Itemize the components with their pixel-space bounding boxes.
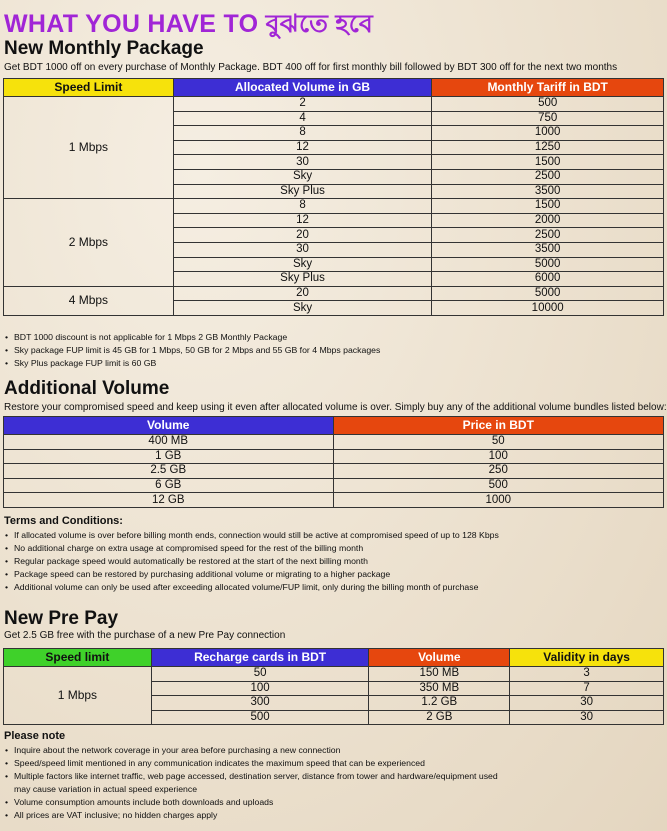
recharge-cell: 300 bbox=[151, 696, 369, 711]
recharge-cell: 50 bbox=[151, 667, 369, 682]
validity-cell: 30 bbox=[510, 710, 664, 725]
note-list bbox=[0, 744, 498, 822]
monthly-header-volume: Allocated Volume in GB bbox=[173, 79, 432, 97]
volume-cell: 2.5 GB bbox=[4, 464, 334, 479]
table-row bbox=[4, 464, 664, 479]
table-row bbox=[4, 199, 664, 214]
monthly-header-tariff: Monthly Tariff in BDT bbox=[432, 79, 664, 97]
list-item: • BDT 1000 discount is not applicable for 1 Mbps 2 GB Monthly Package bbox=[14, 331, 380, 344]
tariff-cell: 500 bbox=[432, 97, 664, 112]
recharge-cell: 100 bbox=[151, 681, 369, 696]
validity-cell: 3 bbox=[510, 667, 664, 682]
additional-title: Additional Volume bbox=[4, 378, 170, 399]
tariff-cell: 5000 bbox=[432, 257, 664, 272]
volume-cell: 1.2 GB bbox=[369, 696, 510, 711]
volume-cell: 1 GB bbox=[4, 449, 334, 464]
prepay-header-recharge: Recharge cards in BDT bbox=[151, 649, 369, 667]
volume-cell: Sky Plus bbox=[173, 272, 432, 287]
volume-cell: Sky bbox=[173, 301, 432, 316]
volume-cell: 12 GB bbox=[4, 493, 334, 508]
tariff-cell: 2500 bbox=[432, 228, 664, 243]
price-cell: 1000 bbox=[333, 493, 664, 508]
additional-table bbox=[3, 416, 664, 508]
list-item: • Multiple factors like internet traffic, web page accessed, destination server, distance from tower and hardware/equipment used bbox=[14, 770, 498, 783]
volume-cell: 20 bbox=[173, 286, 432, 301]
table-row bbox=[4, 478, 664, 493]
volume-cell: 8 bbox=[173, 126, 432, 141]
volume-cell: 150 MB bbox=[369, 667, 510, 682]
prepay-title: New Pre Pay bbox=[4, 608, 119, 629]
volume-cell: 20 bbox=[173, 228, 432, 243]
list-item: • Package speed can be restored by purchasing additional volume or migrating to a higher package bbox=[14, 568, 499, 581]
monthly-notes bbox=[0, 331, 380, 370]
price-cell: 500 bbox=[333, 478, 664, 493]
prepay-header-validity: Validity in days bbox=[510, 649, 664, 667]
list-item: • If allocated volume is over before billing month ends, connection would still be active at compromised speed of up to 128 Kbps bbox=[14, 529, 499, 542]
price-cell: 50 bbox=[333, 435, 664, 450]
monthly-header-speed: Speed Limit bbox=[4, 79, 174, 97]
tariff-cell: 1500 bbox=[432, 199, 664, 214]
prepay-header-volume: Volume bbox=[369, 649, 510, 667]
volume-cell: Sky bbox=[173, 257, 432, 272]
list-item: • Inquire about the network coverage in your area before purchasing a new connection bbox=[14, 744, 498, 757]
note-title: Please note bbox=[4, 730, 66, 742]
price-cell: 100 bbox=[333, 449, 664, 464]
volume-cell: Sky bbox=[173, 169, 432, 184]
monthly-subtitle: Get BDT 1000 off on every purchase of Monthly Package. BDT 400 off for first monthly bill followed by BDT 300 off for the next two months bbox=[4, 62, 618, 73]
page-title: WHAT YOU HAVE TO বুঝতে হবে bbox=[4, 10, 374, 38]
list-item: • All prices are VAT inclusive; no hidden charges apply bbox=[14, 809, 498, 822]
additional-subtitle: Restore your compromised speed and keep using it even after allocated volume is over. Simply buy any of the additional volume bundles listed below: bbox=[4, 402, 667, 413]
additional-header-volume: Volume bbox=[4, 417, 334, 435]
list-item: • No additional charge on extra usage at compromised speed for the rest of the billing month bbox=[14, 542, 499, 555]
terms-list bbox=[0, 529, 499, 594]
list-item: • Additional volume can only be used after exceeding allocated volume/FUP limit, only during the billing month of purchase bbox=[14, 581, 499, 594]
volume-cell: 4 bbox=[173, 111, 432, 126]
list-item: • Sky Plus package FUP limit is 60 GB bbox=[14, 357, 380, 370]
volume-cell: 12 bbox=[173, 140, 432, 155]
table-row bbox=[4, 286, 664, 301]
table-row bbox=[4, 493, 664, 508]
table-row bbox=[4, 449, 664, 464]
prepay-header-speed: Speed limit bbox=[4, 649, 152, 667]
volume-cell: 2 GB bbox=[369, 710, 510, 725]
speed-cell: 2 Mbps bbox=[4, 199, 174, 287]
tariff-cell: 1250 bbox=[432, 140, 664, 155]
table-row bbox=[4, 435, 664, 450]
recharge-cell: 500 bbox=[151, 710, 369, 725]
tariff-cell: 750 bbox=[432, 111, 664, 126]
volume-cell: Sky Plus bbox=[173, 184, 432, 199]
price-cell: 250 bbox=[333, 464, 664, 479]
speed-cell: 4 Mbps bbox=[4, 286, 174, 315]
validity-cell: 30 bbox=[510, 696, 664, 711]
volume-cell: 30 bbox=[173, 155, 432, 170]
tariff-cell: 2500 bbox=[432, 169, 664, 184]
tariff-cell: 3500 bbox=[432, 184, 664, 199]
volume-cell: 6 GB bbox=[4, 478, 334, 493]
terms-title: Terms and Conditions: bbox=[4, 515, 123, 527]
volume-cell: 2 bbox=[173, 97, 432, 112]
tariff-cell: 2000 bbox=[432, 213, 664, 228]
additional-header-price: Price in BDT bbox=[333, 417, 664, 435]
volume-cell: 30 bbox=[173, 242, 432, 257]
tariff-cell: 5000 bbox=[432, 286, 664, 301]
tariff-cell: 6000 bbox=[432, 272, 664, 287]
table-row bbox=[4, 97, 664, 112]
list-item: • Regular package speed would automatically be restored at the start of the next billing month bbox=[14, 555, 499, 568]
list-item-continuation: may cause variation in actual speed experience bbox=[14, 784, 198, 794]
monthly-title: New Monthly Package bbox=[4, 38, 204, 59]
speed-cell: 1 Mbps bbox=[4, 667, 152, 725]
tariff-cell: 3500 bbox=[432, 242, 664, 257]
list-item: • Volume consumption amounts include both downloads and uploads bbox=[14, 796, 498, 809]
tariff-cell: 1500 bbox=[432, 155, 664, 170]
prepay-subtitle: Get 2.5 GB free with the purchase of a new Pre Pay connection bbox=[4, 630, 286, 641]
tariff-cell: 1000 bbox=[432, 126, 664, 141]
volume-cell: 400 MB bbox=[4, 435, 334, 450]
speed-cell: 1 Mbps bbox=[4, 97, 174, 199]
volume-cell: 350 MB bbox=[369, 681, 510, 696]
list-item: • Speed/speed limit mentioned in any communication indicates the maximum speed that can be experienced bbox=[14, 757, 498, 770]
volume-cell: 12 bbox=[173, 213, 432, 228]
monthly-table bbox=[3, 78, 664, 316]
list-item: • Sky package FUP limit is 45 GB for 1 Mbps, 50 GB for 2 Mbps and 55 GB for 4 Mbps packages bbox=[14, 344, 380, 357]
prepay-table bbox=[3, 648, 664, 725]
validity-cell: 7 bbox=[510, 681, 664, 696]
volume-cell: 8 bbox=[173, 199, 432, 214]
table-row bbox=[4, 667, 664, 682]
tariff-cell: 10000 bbox=[432, 301, 664, 316]
